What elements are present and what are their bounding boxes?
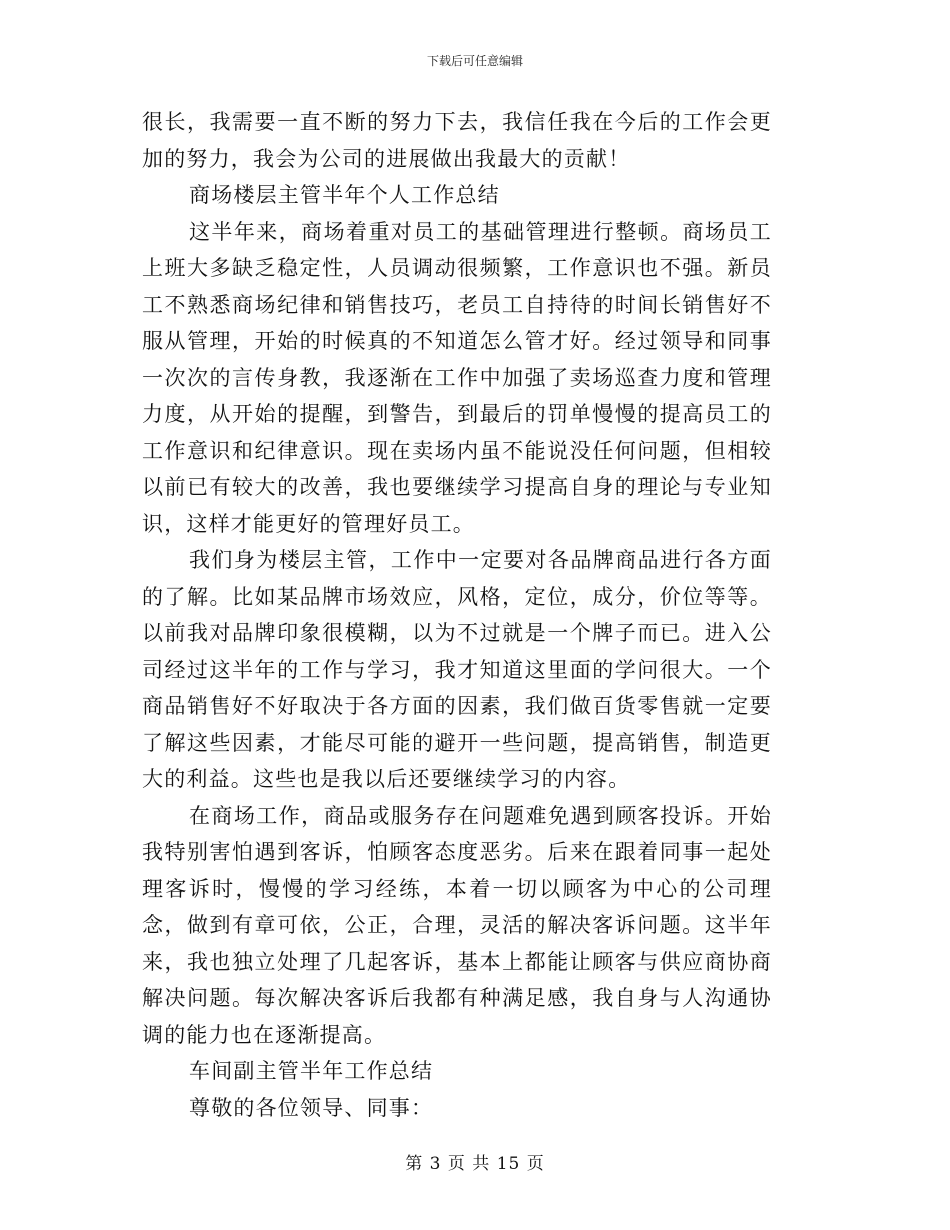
page-header: 下载后可任意编辑: [426, 54, 523, 68]
page-number-footer: 第 3 页 共 15 页: [405, 1154, 545, 1174]
salutation: 尊敬的各位领导、同事：: [189, 1095, 434, 1120]
section-title-mall-floor-supervisor: 商场楼层主管半年个人工作总结: [189, 183, 500, 207]
paragraph-brand-knowledge: 我们身为楼层主管，工作中一定要对各品牌商品进行各方面的了解。比如某品牌市场效应，风格，定位，成分，价位等等。以前我对品牌印象很模糊，以为不过就是一个牌子而已。进入公司经过这半年的工作与学习，我才知道这里面的学问很大。一个商品销售好不好取决于各方面的因素，我们做百货零售就一定要了解这些因素，才能尽可能的避开一些问题，提高销售，制造更大的利益。这些也是我以后还要继续学习的内容。: [142, 548, 772, 791]
section-title-workshop-deputy-supervisor: 车间副主管半年工作总结: [189, 1059, 434, 1083]
paragraph-continuation: 很长，我需要一直不断的努力下去，我信任我在今后的工作会更加的努力，我会为公司的进展做出我最大的贡献！: [142, 110, 772, 171]
paragraph-staff-management: 这半年来，商场着重对员工的基础管理进行整顿。商场员工上班大多缺乏稳定性，人员调动很频繁，工作意识也不强。新员工不熟悉商场纪律和销售技巧，老员工自持待的时间长销售好不服从管理，开始的时候真的不知道怎么管才好。经过领导和同事一次次的言传身教，我逐渐在工作中加强了卖场巡查力度和管理力度，从开始的提醒，到警告，到最后的罚单慢慢的提高员工的工作意识和纪律意识。现在卖场内虽不能说没任何问题，但相较以前已有较大的改善，我也要继续学习提高自身的理论与专业知识，这样才能更好的管理好员工。: [142, 219, 772, 536]
paragraph-customer-complaints: 在商场工作，商品或服务存在问题难免遇到顾客投诉。开始我特别害怕遇到客诉，怕顾客态度恶劣。后来在跟着同事一起处理客诉时，慢慢的学习经练，本着一切以顾客为中心的公司理念，做到有章可依，公正，合理，灵活的解决客诉问题。这半年来，我也独立处理了几起客诉，基本上都能让顾客与供应商协商解决问题。每次解决客诉后我都有种满足感，我自身与人沟通协调的能力也在逐渐提高。: [142, 803, 772, 1047]
document-body: [142, 104, 772, 1126]
